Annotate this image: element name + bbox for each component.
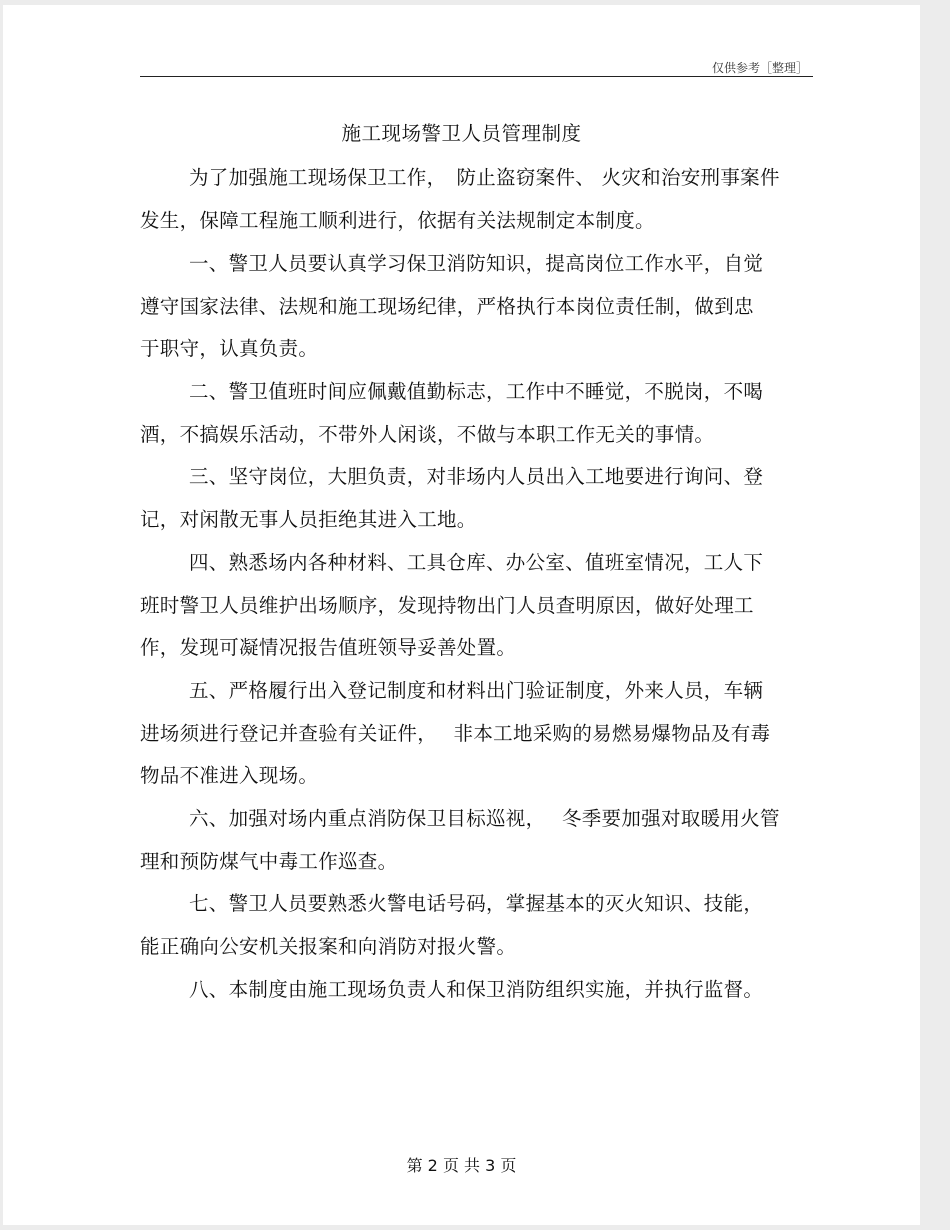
footer-total-pages: 3 <box>485 1156 496 1175</box>
footer-current-page: 2 <box>427 1156 438 1175</box>
body-line: 酒，不搞娱乐活动，不带外人闲谈，不做与本职工作无关的事情。 <box>140 423 715 446</box>
body-line: 班时警卫人员维护出场顺序，发现持物出门人员查明原因，做好处理工 <box>140 594 754 617</box>
footer-middle: 页 共 <box>442 1156 481 1175</box>
body-line: 三、坚守岗位，大胆负责，对非场内人员出入工地要进行询问、登 <box>189 465 764 488</box>
footer-suffix: 页 <box>500 1156 517 1175</box>
body-line: 发生，保障工程施工顺利进行，依据有关法规制定本制度。 <box>140 209 655 232</box>
header-rule <box>140 76 813 77</box>
body-line: 八、本制度由施工现场负责人和保卫消防组织实施，并执行监督。 <box>189 978 764 1001</box>
body-line: 进场须进行登记并查验有关证件， 非本工地采购的易燃易爆物品及有毒 <box>140 722 771 745</box>
body-line: 于职守，认真负责。 <box>140 337 319 360</box>
body-line: 一、警卫人员要认真学习保卫消防知识，提高岗位工作水平，自觉 <box>189 252 764 275</box>
body-line: 遵守国家法律、法规和施工现场纪律，严格执行本岗位责任制，做到忠 <box>140 295 754 318</box>
header-note: 仅供参考［整理］ <box>711 61 808 75</box>
page-footer <box>3 1153 920 1176</box>
body-line: 能正确向公安机关报案和向消防对报火警。 <box>140 935 517 958</box>
body-line: 六、加强对场内重点消防保卫目标巡视， 冬季要加强对取暖用火管 <box>189 807 780 830</box>
body-line: 为了加强施工现场保卫工作， 防止盗窃案件、 火灾和治安刑事案件 <box>189 166 780 189</box>
document-title: 施工现场警卫人员管理制度 <box>341 122 582 145</box>
body-line: 记，对闲散无事人员拒绝其进入工地。 <box>140 508 477 531</box>
body-line: 物品不准进入现场。 <box>140 764 319 787</box>
body-line: 四、熟悉场内各种材料、工具仓库、办公室、值班室情况，工人下 <box>189 551 764 574</box>
footer-prefix: 第 <box>406 1156 423 1175</box>
document-page <box>3 5 920 1225</box>
body-line: 理和预防煤气中毒工作巡查。 <box>140 850 398 873</box>
body-line: 七、警卫人员要熟悉火警电话号码，掌握基本的灭火知识、技能， <box>189 892 764 915</box>
body-line: 二、警卫值班时间应佩戴值勤标志，工作中不睡觉，不脱岗，不喝 <box>189 380 764 403</box>
body-line: 五、严格履行出入登记制度和材料出门验证制度，外来人员，车辆 <box>189 679 764 702</box>
body-line: 作，发现可凝情况报告值班领导妥善处置。 <box>140 636 517 659</box>
